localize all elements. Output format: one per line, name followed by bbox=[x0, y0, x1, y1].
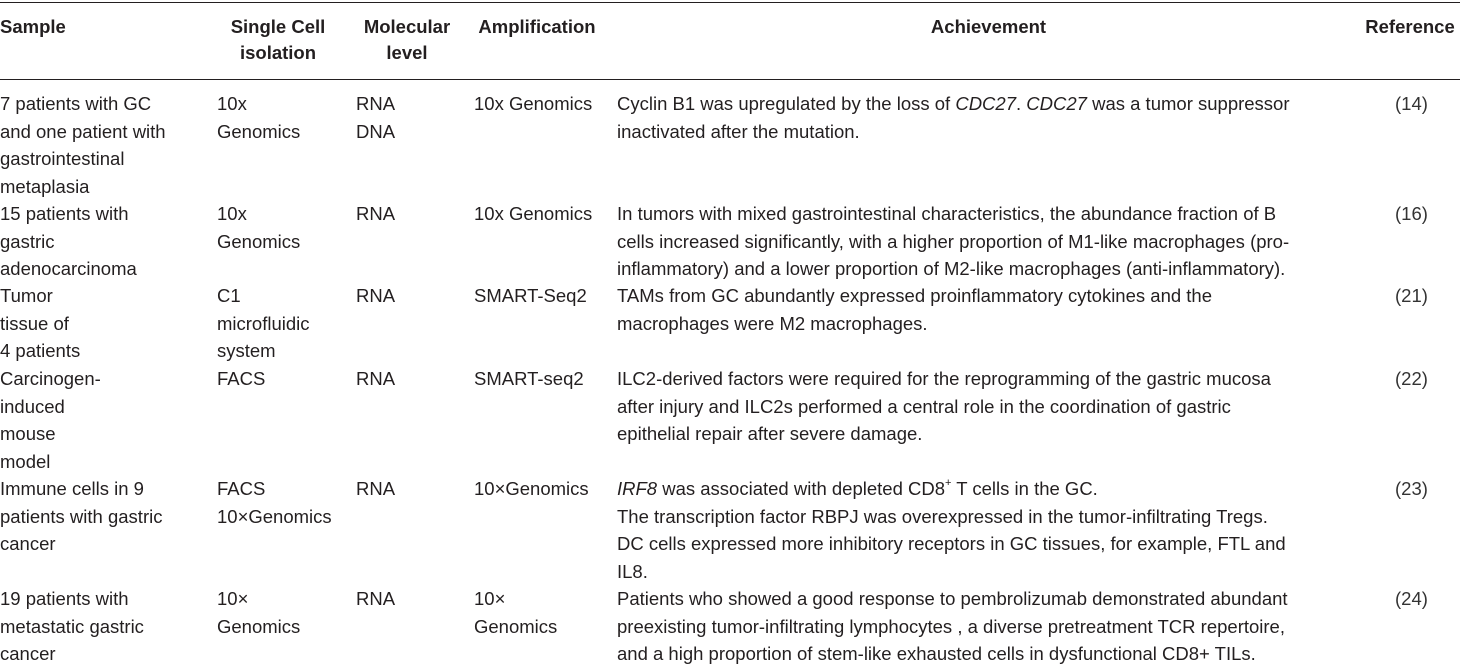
header-amplification bbox=[466, 14, 608, 40]
cell-line: C1 bbox=[217, 285, 241, 306]
table-row-molecular bbox=[356, 475, 395, 503]
table-row-amplification bbox=[474, 365, 584, 393]
header-isolation-line: Single Cell bbox=[230, 16, 326, 37]
cell-line: The transcription factor RBPJ was overexpressed in the tumor-infiltrating Tregs. bbox=[617, 505, 1268, 527]
text-run: was a tumor suppressor bbox=[1086, 93, 1290, 114]
header-isolation bbox=[208, 14, 348, 66]
gene-name: IRF8 bbox=[617, 478, 658, 499]
table-row-molecular bbox=[356, 200, 395, 228]
cell-line: gastric bbox=[0, 230, 55, 252]
cell-line: 15 patients with bbox=[0, 203, 129, 224]
header-sample-label: Sample bbox=[0, 16, 66, 37]
table-row-sample bbox=[0, 585, 144, 668]
reference-link[interactable]: (14) bbox=[1395, 93, 1428, 114]
cell-line: 10x Genomics bbox=[474, 93, 593, 114]
cell-line: 10x bbox=[217, 203, 247, 224]
table-row-achievement bbox=[617, 90, 1290, 145]
cell-line: induced bbox=[0, 395, 65, 417]
cell-line: metastatic gastric bbox=[0, 615, 144, 637]
table-row-amplification bbox=[474, 585, 557, 640]
cell-line: and a high proportion of stem-like exhausted cells in dysfunctional CD8+ TILs. bbox=[617, 643, 1256, 664]
cell-line: In tumors with mixed gastrointestinal characteristics, the abundance fraction of B bbox=[617, 203, 1277, 224]
table-row-amplification bbox=[474, 90, 592, 118]
cell-line: RNA bbox=[356, 285, 396, 306]
cell-line: RNA bbox=[356, 368, 396, 389]
table-row-sample bbox=[0, 282, 80, 365]
header-amplification-label: Amplification bbox=[478, 16, 596, 37]
table-row-molecular bbox=[356, 585, 395, 613]
table-row-reference bbox=[1395, 90, 1428, 118]
cell-line: Genomics bbox=[474, 615, 558, 637]
header-molecular bbox=[352, 14, 462, 66]
top-rule bbox=[0, 2, 1460, 3]
cell-line: RNA bbox=[356, 588, 396, 609]
cell-line: FACS bbox=[217, 478, 266, 499]
header-molecular-line: Molecular bbox=[363, 16, 451, 37]
reference-link[interactable]: (22) bbox=[1395, 368, 1428, 389]
cell-line: 10×Genomics bbox=[217, 505, 332, 527]
reference-link[interactable]: (23) bbox=[1395, 478, 1428, 499]
gene-name: CDC27 bbox=[955, 93, 1016, 114]
table-row-molecular bbox=[356, 282, 395, 310]
table-row-achievement bbox=[617, 365, 1271, 448]
table-row-isolation bbox=[217, 475, 332, 530]
cell-line: 7 patients with GC bbox=[0, 93, 152, 114]
table-row-sample bbox=[0, 365, 101, 475]
cell-line: Patients who showed a good response to pembrolizumab demonstrated abundant bbox=[617, 588, 1288, 609]
cell-line: microfluidic bbox=[217, 312, 310, 334]
cell-line: Genomics bbox=[217, 120, 301, 142]
cell-line: Genomics bbox=[217, 615, 301, 637]
header-isolation-line: isolation bbox=[239, 42, 317, 63]
table-row-amplification bbox=[474, 475, 589, 503]
cell-line: macrophages were M2 macrophages. bbox=[617, 312, 928, 334]
gene-name: CDC27 bbox=[1026, 93, 1087, 114]
text-run: T cells in the GC. bbox=[951, 478, 1098, 499]
header-reference-label: Reference bbox=[1365, 16, 1455, 37]
table-row-reference bbox=[1395, 365, 1428, 393]
table-row-molecular bbox=[356, 365, 395, 393]
cell-line: cancer bbox=[0, 643, 56, 664]
cell-line: ILC2-derived factors were required for the reprogramming of the gastric mucosa bbox=[617, 368, 1271, 389]
cell-line bbox=[617, 90, 1290, 118]
cell-line: cancer bbox=[0, 533, 56, 554]
cell-line: inactivated after the mutation. bbox=[617, 120, 860, 142]
cell-line: mouse bbox=[0, 423, 56, 444]
header-sample bbox=[0, 14, 66, 40]
header-molecular-line: level bbox=[386, 42, 428, 63]
header-rule bbox=[0, 79, 1460, 80]
table-row-isolation bbox=[217, 282, 310, 365]
table-row-isolation bbox=[217, 90, 300, 145]
header-achievement-label: Achievement bbox=[930, 16, 1047, 37]
table-row-isolation bbox=[217, 585, 300, 640]
reference-link[interactable]: (16) bbox=[1395, 203, 1428, 224]
table-row-achievement bbox=[617, 282, 1212, 337]
text-run: was associated with depleted CD8 bbox=[657, 478, 946, 499]
cell-line: Carcinogen- bbox=[0, 368, 101, 389]
table-row-molecular bbox=[356, 90, 395, 145]
cell-line: DC cells expressed more inhibitory receptors in GC tissues, for example, FTL and bbox=[617, 533, 1286, 554]
cell-line: cells increased significantly, with a higher proportion of M1-like macrophages (pro- bbox=[617, 230, 1290, 252]
cell-line: 10×Genomics bbox=[474, 478, 589, 499]
text-run: Cyclin B1 was upregulated by the loss of bbox=[617, 93, 956, 114]
table-row-reference bbox=[1395, 475, 1428, 503]
reference-link[interactable]: (21) bbox=[1395, 285, 1428, 306]
table-row-reference bbox=[1395, 282, 1428, 310]
cell-line: FACS bbox=[217, 368, 266, 389]
cell-line: epithelial repair after severe damage. bbox=[617, 423, 923, 444]
cell-line: metaplasia bbox=[0, 175, 90, 197]
cell-line: model bbox=[0, 450, 51, 472]
cell-line: after injury and ILC2s performed a central role in the coordination of gastric bbox=[617, 395, 1231, 417]
cell-line: Tumor bbox=[0, 285, 53, 306]
cell-line: 10× bbox=[217, 588, 249, 609]
cell-line: 19 patients with bbox=[0, 588, 129, 609]
cell-line: tissue of bbox=[0, 312, 69, 334]
table-row-isolation bbox=[217, 200, 300, 255]
cell-line: RNA bbox=[356, 93, 396, 114]
cell-line: gastrointestinal bbox=[0, 148, 125, 169]
cell-line bbox=[617, 475, 1286, 503]
cell-line: inflammatory) and a lower proportion of M2-like macrophages (anti-inflammatory). bbox=[617, 258, 1286, 279]
table-row-isolation bbox=[217, 365, 265, 393]
header-achievement bbox=[616, 14, 1361, 40]
cell-line: 10× bbox=[474, 588, 506, 609]
table-row-sample bbox=[0, 475, 162, 558]
table-row-reference bbox=[1395, 585, 1428, 613]
cell-line: SMART-seq2 bbox=[474, 368, 584, 389]
cell-line: adenocarcinoma bbox=[0, 258, 137, 279]
cell-line: Immune cells in 9 bbox=[0, 478, 144, 499]
cell-line: SMART-Seq2 bbox=[474, 285, 587, 306]
cell-line: 10x bbox=[217, 93, 247, 114]
cell-line: 4 patients bbox=[0, 340, 81, 361]
cell-line: RNA bbox=[356, 203, 396, 224]
table-row-sample bbox=[0, 90, 166, 200]
table-row-reference bbox=[1395, 200, 1428, 228]
cell-line: patients with gastric bbox=[0, 505, 163, 527]
cell-line: and one patient with bbox=[0, 120, 166, 142]
reference-link[interactable]: (24) bbox=[1395, 588, 1428, 609]
cell-line: 10x Genomics bbox=[474, 203, 593, 224]
cell-line: system bbox=[217, 340, 276, 361]
cell-line: RNA bbox=[356, 478, 396, 499]
table-row-amplification bbox=[474, 282, 587, 310]
header-reference bbox=[1358, 14, 1460, 40]
cell-line: TAMs from GC abundantly expressed proinflammatory cytokines and the bbox=[617, 285, 1212, 306]
cell-line: DNA bbox=[356, 120, 396, 142]
superscript: + bbox=[945, 476, 952, 489]
table-row-sample bbox=[0, 200, 137, 283]
table-row-achievement bbox=[617, 200, 1289, 283]
cell-line: Genomics bbox=[217, 230, 301, 252]
cell-line: IL8. bbox=[617, 560, 648, 582]
table-row-achievement bbox=[617, 585, 1288, 668]
table-row-achievement bbox=[617, 475, 1286, 585]
table-row-amplification bbox=[474, 200, 592, 228]
text-run: . bbox=[1016, 93, 1027, 114]
cell-line: preexisting tumor-infiltrating lymphocytes , a diverse pretreatment TCR repertoire, bbox=[617, 615, 1285, 637]
